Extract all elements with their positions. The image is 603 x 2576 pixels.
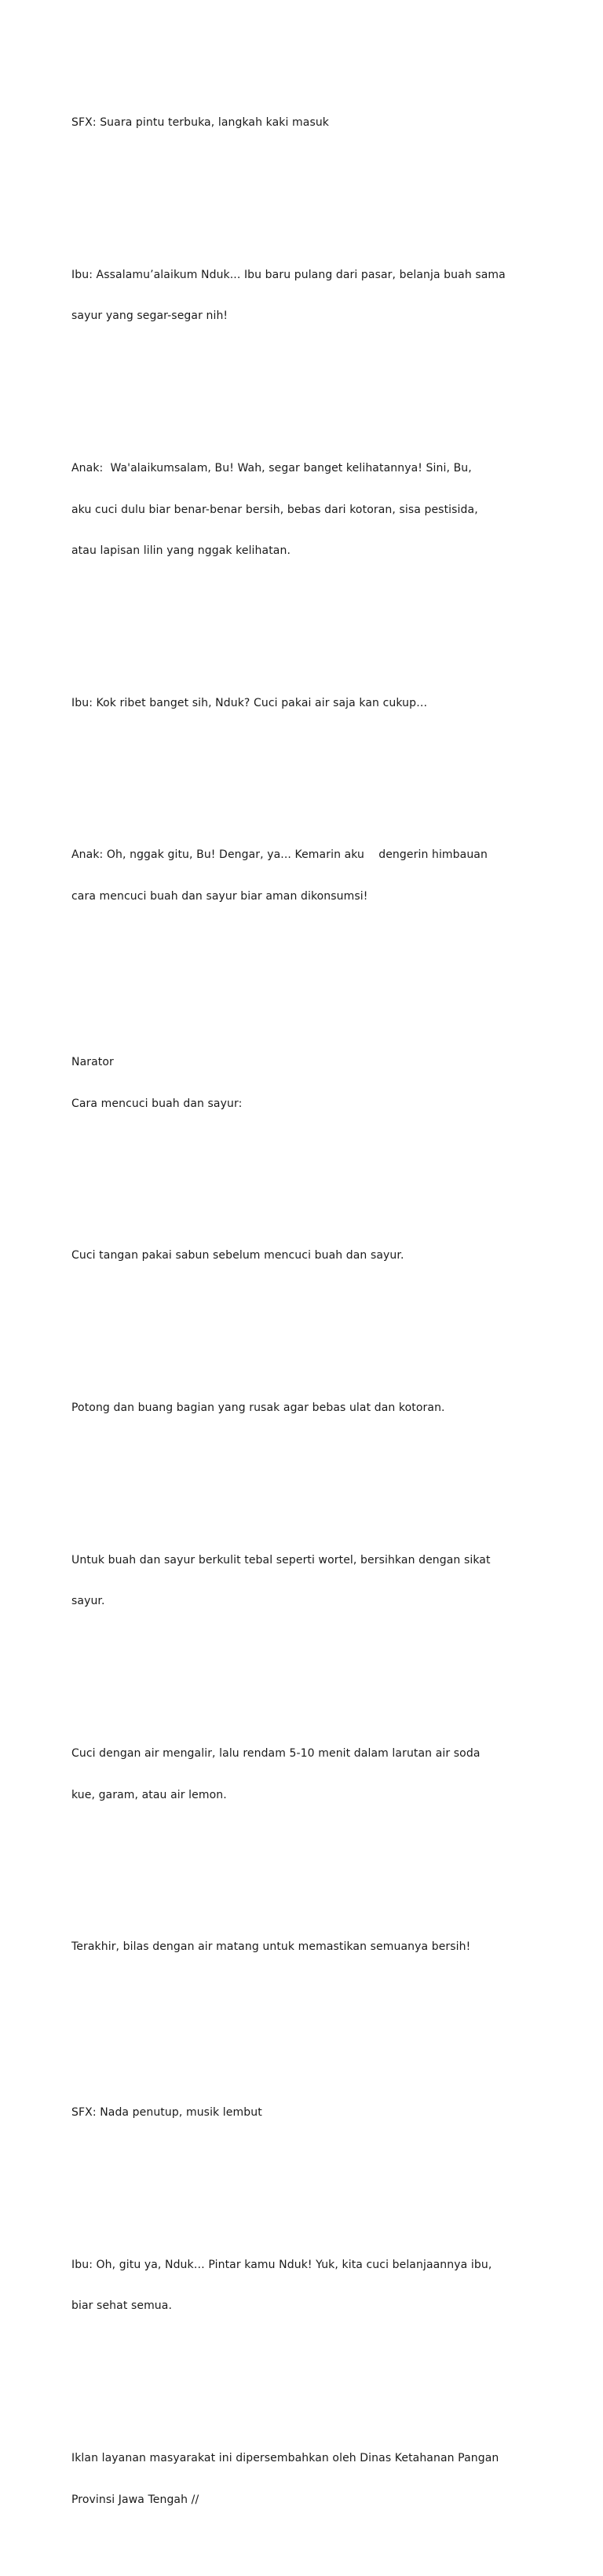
step-item <box>71 1913 543 1982</box>
text-line: Iklan layanan masyarakat ini dipersembahkan oleh Dinas Ketahanan Pangan <box>71 2451 499 2464</box>
text-line: biar sehat semua. <box>71 2299 173 2313</box>
text-line: Ibu: Oh, gitu ya, Nduk… Pintar kamu Nduk! Yuk, kita cuci belanjaannya ibu, <box>71 2258 492 2271</box>
step-item <box>71 1720 543 1830</box>
dialogue-ibu-2 <box>71 669 543 738</box>
step-item <box>71 1526 543 1636</box>
closing-statement <box>71 2424 543 2535</box>
step-item <box>71 1222 543 1291</box>
text-line: atau lapisan lilin yang nggak kelihatan. <box>71 544 291 558</box>
text-line: Anak: Wa'alaikumsalam, Bu! Wah, segar banget kelihatannya! Sini, Bu, <box>71 461 472 475</box>
script-body <box>71 47 543 2576</box>
text-line: SFX: Nada penutup, musik lembut <box>71 2106 262 2120</box>
text-line: Cuci dengan air mengalir, lalu rendam 5-10 menit dalam larutan air soda <box>71 1746 481 1760</box>
text-line: Provinsi Jawa Tengah // <box>71 2493 199 2506</box>
text-line: Untuk buah dan sayur berkulit tebal seperti wortel, bersihkan dengan sikat <box>71 1553 491 1566</box>
step-item <box>71 1374 543 1443</box>
text-line: Anak: Oh, nggak gitu, Bu! Dengar, ya... Kemarin aku dengerin himbauan <box>71 848 488 862</box>
dialogue-ibu-1 <box>71 240 543 351</box>
dialogue-anak-1 <box>71 434 543 587</box>
text-line: Ibu: Assalamu’alaikum Nduk... Ibu baru pulang dari pasar, belanja buah sama <box>71 268 506 281</box>
narator-label: Narator <box>71 1056 114 1069</box>
dialogue-ibu-3 <box>71 2230 543 2341</box>
narator-section <box>71 1028 543 1139</box>
sfx-opening <box>71 89 543 158</box>
text-line: kue, garam, atau air lemon. <box>71 1788 227 1801</box>
text-line: Cuci tangan pakai sabun sebelum mencuci buah dan sayur. <box>71 1249 404 1262</box>
text-line: cara mencuci buah dan sayur biar aman dikonsumsi! <box>71 890 368 903</box>
text-line: sayur. <box>71 1595 105 1608</box>
text-line: Ibu: Kok ribet banget sih, Nduk? Cuci pakai air saja kan cukup… <box>71 696 428 709</box>
text-line: Terakhir, bilas dengan air matang untuk memastikan semuanya bersih! <box>71 1940 471 1954</box>
text-line: SFX: Suara pintu terbuka, langkah kaki masuk <box>71 115 330 129</box>
sfx-closing <box>71 2079 543 2148</box>
narator-heading: Cara mencuci buah dan sayur: <box>71 1097 243 1110</box>
text-line: aku cuci dulu biar benar-benar bersih, bebas dari kotoran, sisa pestisida, <box>71 503 478 516</box>
text-line: Potong dan buang bagian yang rusak agar bebas ulat dan kotoran. <box>71 1402 445 1414</box>
dialogue-anak-2 <box>71 821 543 932</box>
text-line: sayur yang segar-segar nih! <box>71 310 228 323</box>
